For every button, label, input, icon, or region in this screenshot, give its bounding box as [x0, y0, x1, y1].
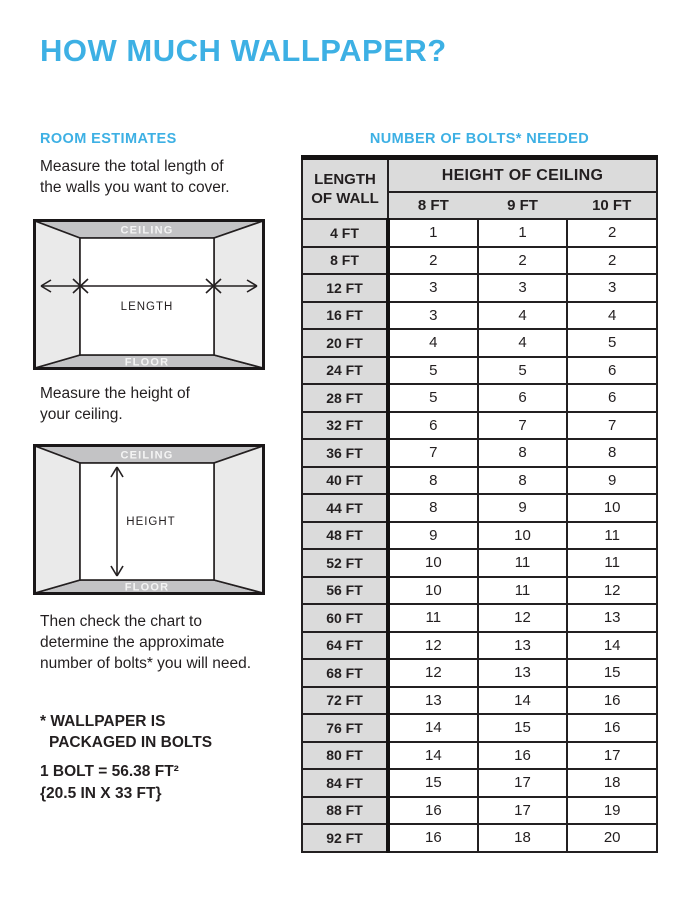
instruction-line: Measure the total length of	[40, 158, 224, 175]
right-wall	[214, 446, 263, 593]
bolt-size-line: 1 BOLT = 56.38 FT²	[40, 763, 179, 780]
wall-length-cell: 60 FT	[302, 604, 388, 632]
bolt-count-cell: 13	[388, 687, 478, 715]
bolt-count-cell: 12	[478, 604, 568, 632]
bolt-count-cell: 16	[388, 797, 478, 825]
table-row	[302, 769, 657, 797]
bolt-count-cell: 12	[388, 659, 478, 687]
wall-length-cell: 24 FT	[302, 357, 388, 385]
bolt-count-cell: 5	[388, 384, 478, 412]
wall-header-line: LENGTH	[314, 171, 376, 188]
wall-length-cell: 32 FT	[302, 412, 388, 440]
bolt-count-cell: 4	[388, 329, 478, 357]
instruction-line: Then check the chart to	[40, 613, 202, 630]
bolt-count-cell: 6	[388, 412, 478, 440]
bolt-count-cell: 14	[388, 714, 478, 742]
table-row	[302, 357, 657, 385]
table-row	[302, 714, 657, 742]
bolt-count-cell: 2	[567, 247, 657, 275]
instruction-check-chart	[40, 611, 251, 674]
wall-length-cell: 64 FT	[302, 632, 388, 660]
bolt-count-cell: 17	[478, 797, 568, 825]
bolt-count-cell: 17	[567, 742, 657, 770]
left-wall	[35, 446, 80, 593]
instruction-line: your ceiling.	[40, 406, 123, 423]
bolt-count-cell: 18	[567, 769, 657, 797]
bolt-count-cell: 9	[478, 494, 568, 522]
bolt-count-cell: 3	[567, 274, 657, 302]
bolt-count-cell: 12	[388, 632, 478, 660]
room-height-diagram	[33, 444, 265, 595]
right-wall	[214, 221, 263, 368]
bolt-count-cell: 11	[388, 604, 478, 632]
table-row	[302, 604, 657, 632]
bolt-count-cell: 9	[388, 522, 478, 550]
bolt-count-cell: 10	[567, 494, 657, 522]
footnote-line: PACKAGED IN BOLTS	[49, 734, 213, 751]
wall-length-cell: 48 FT	[302, 522, 388, 550]
wall-length-cell: 68 FT	[302, 659, 388, 687]
bolt-count-cell: 5	[567, 329, 657, 357]
table-row	[302, 219, 657, 247]
bolt-count-cell: 14	[388, 742, 478, 770]
wall-length-cell: 52 FT	[302, 549, 388, 577]
bolt-count-cell: 5	[388, 357, 478, 385]
table-row	[302, 302, 657, 330]
bolt-count-cell: 11	[478, 577, 568, 605]
bolt-count-cell: 9	[567, 467, 657, 495]
height-label: HEIGHT	[126, 516, 176, 528]
room-length-diagram	[33, 219, 265, 370]
table-row	[302, 797, 657, 825]
table-row	[302, 549, 657, 577]
table-row	[302, 742, 657, 770]
bolt-count-cell: 8	[388, 467, 478, 495]
bolts-table-container	[301, 155, 658, 853]
ceiling-9ft-header: 9 FT	[478, 192, 568, 219]
instruction-measure-length	[40, 156, 230, 198]
wall-length-cell: 20 FT	[302, 329, 388, 357]
room-estimates-heading: ROOM ESTIMATES	[40, 131, 177, 147]
bolt-size-note	[40, 761, 179, 805]
bolt-count-cell: 6	[567, 384, 657, 412]
bolt-count-cell: 13	[478, 632, 568, 660]
instruction-line: number of bolts* you will need.	[40, 655, 252, 672]
wall-length-cell: 28 FT	[302, 384, 388, 412]
wall-length-cell: 72 FT	[302, 687, 388, 715]
bolt-count-cell: 16	[478, 742, 568, 770]
table-row	[302, 632, 657, 660]
bolt-count-cell: 19	[567, 797, 657, 825]
wall-length-header	[302, 158, 388, 220]
bolt-count-cell: 15	[388, 769, 478, 797]
bolt-count-cell: 13	[567, 604, 657, 632]
footnote-line: * WALLPAPER IS	[40, 713, 166, 730]
bolt-count-cell: 6	[567, 357, 657, 385]
table-row	[302, 274, 657, 302]
bolt-count-cell: 2	[567, 219, 657, 247]
bolt-count-cell: 15	[478, 714, 568, 742]
bolt-count-cell: 2	[478, 247, 568, 275]
bolt-count-cell: 7	[567, 412, 657, 440]
bolt-count-cell: 8	[388, 494, 478, 522]
wall-length-cell: 88 FT	[302, 797, 388, 825]
page-title: HOW MUCH WALLPAPER?	[40, 33, 447, 68]
bolt-count-cell: 1	[478, 219, 568, 247]
table-row	[302, 687, 657, 715]
table-row	[302, 384, 657, 412]
instruction-line: Measure the height of	[40, 385, 190, 402]
bolt-count-cell: 11	[567, 549, 657, 577]
instruction-line: determine the approximate	[40, 634, 225, 651]
bolt-count-cell: 6	[478, 384, 568, 412]
wall-length-cell: 16 FT	[302, 302, 388, 330]
table-row	[302, 412, 657, 440]
bolt-count-cell: 12	[567, 577, 657, 605]
wall-length-cell: 44 FT	[302, 494, 388, 522]
table-row	[302, 439, 657, 467]
bolt-count-cell: 13	[478, 659, 568, 687]
wall-length-cell: 76 FT	[302, 714, 388, 742]
wall-length-cell: 80 FT	[302, 742, 388, 770]
table-row	[302, 329, 657, 357]
bolt-count-cell: 3	[478, 274, 568, 302]
bolt-count-cell: 10	[388, 549, 478, 577]
bolt-count-cell: 10	[478, 522, 568, 550]
bolt-count-cell: 8	[478, 439, 568, 467]
bolt-count-cell: 11	[478, 549, 568, 577]
bolt-count-cell: 7	[388, 439, 478, 467]
wall-length-cell: 56 FT	[302, 577, 388, 605]
table-header-row	[302, 158, 657, 193]
left-wall	[35, 221, 80, 368]
table-row	[302, 659, 657, 687]
bolt-count-cell: 16	[567, 714, 657, 742]
bolt-count-cell: 4	[478, 329, 568, 357]
table-row	[302, 467, 657, 495]
bolt-count-cell: 3	[388, 274, 478, 302]
table-row	[302, 494, 657, 522]
bolts-footnote	[40, 711, 212, 753]
back-wall	[80, 238, 214, 355]
bolt-count-cell: 5	[478, 357, 568, 385]
bolt-count-cell: 4	[478, 302, 568, 330]
ceiling-10ft-header: 10 FT	[567, 192, 657, 219]
table-row	[302, 824, 657, 852]
floor-label: FLOOR	[124, 356, 170, 369]
length-label: LENGTH	[120, 301, 174, 313]
bolt-count-cell: 16	[567, 687, 657, 715]
instruction-line: the walls you want to cover.	[40, 179, 230, 196]
ceiling-8ft-header: 8 FT	[388, 192, 478, 219]
bolts-needed-heading: NUMBER OF BOLTS* NEEDED	[369, 131, 590, 147]
bolt-count-cell: 20	[567, 824, 657, 852]
wall-header-line: OF WALL	[311, 190, 379, 207]
ceiling-height-header: HEIGHT OF CEILING	[388, 158, 657, 193]
instruction-measure-height	[40, 383, 190, 425]
bolt-count-cell: 14	[478, 687, 568, 715]
bolt-count-cell: 10	[388, 577, 478, 605]
bolt-count-cell: 14	[567, 632, 657, 660]
bolt-count-cell: 4	[567, 302, 657, 330]
bolt-count-cell: 15	[567, 659, 657, 687]
table-row	[302, 577, 657, 605]
bolts-table	[301, 155, 658, 853]
bolt-count-cell: 1	[388, 219, 478, 247]
bolt-size-line: {20.5 IN X 33 FT}	[40, 785, 162, 802]
bolt-count-cell: 18	[478, 824, 568, 852]
bolt-count-cell: 2	[388, 247, 478, 275]
bolt-count-cell: 7	[478, 412, 568, 440]
ceiling-label: CEILING	[120, 449, 174, 462]
table-row	[302, 247, 657, 275]
wall-length-cell: 36 FT	[302, 439, 388, 467]
wall-length-cell: 40 FT	[302, 467, 388, 495]
bolt-count-cell: 17	[478, 769, 568, 797]
wall-length-cell: 84 FT	[302, 769, 388, 797]
bolt-count-cell: 8	[478, 467, 568, 495]
ceiling-label: CEILING	[120, 224, 174, 237]
wall-length-cell: 4 FT	[302, 219, 388, 247]
wall-length-cell: 8 FT	[302, 247, 388, 275]
bolt-count-cell: 8	[567, 439, 657, 467]
floor-label: FLOOR	[124, 581, 170, 594]
wall-length-cell: 92 FT	[302, 824, 388, 852]
bolt-count-cell: 11	[567, 522, 657, 550]
bolt-count-cell: 3	[388, 302, 478, 330]
table-row	[302, 522, 657, 550]
bolt-count-cell: 16	[388, 824, 478, 852]
wall-length-cell: 12 FT	[302, 274, 388, 302]
